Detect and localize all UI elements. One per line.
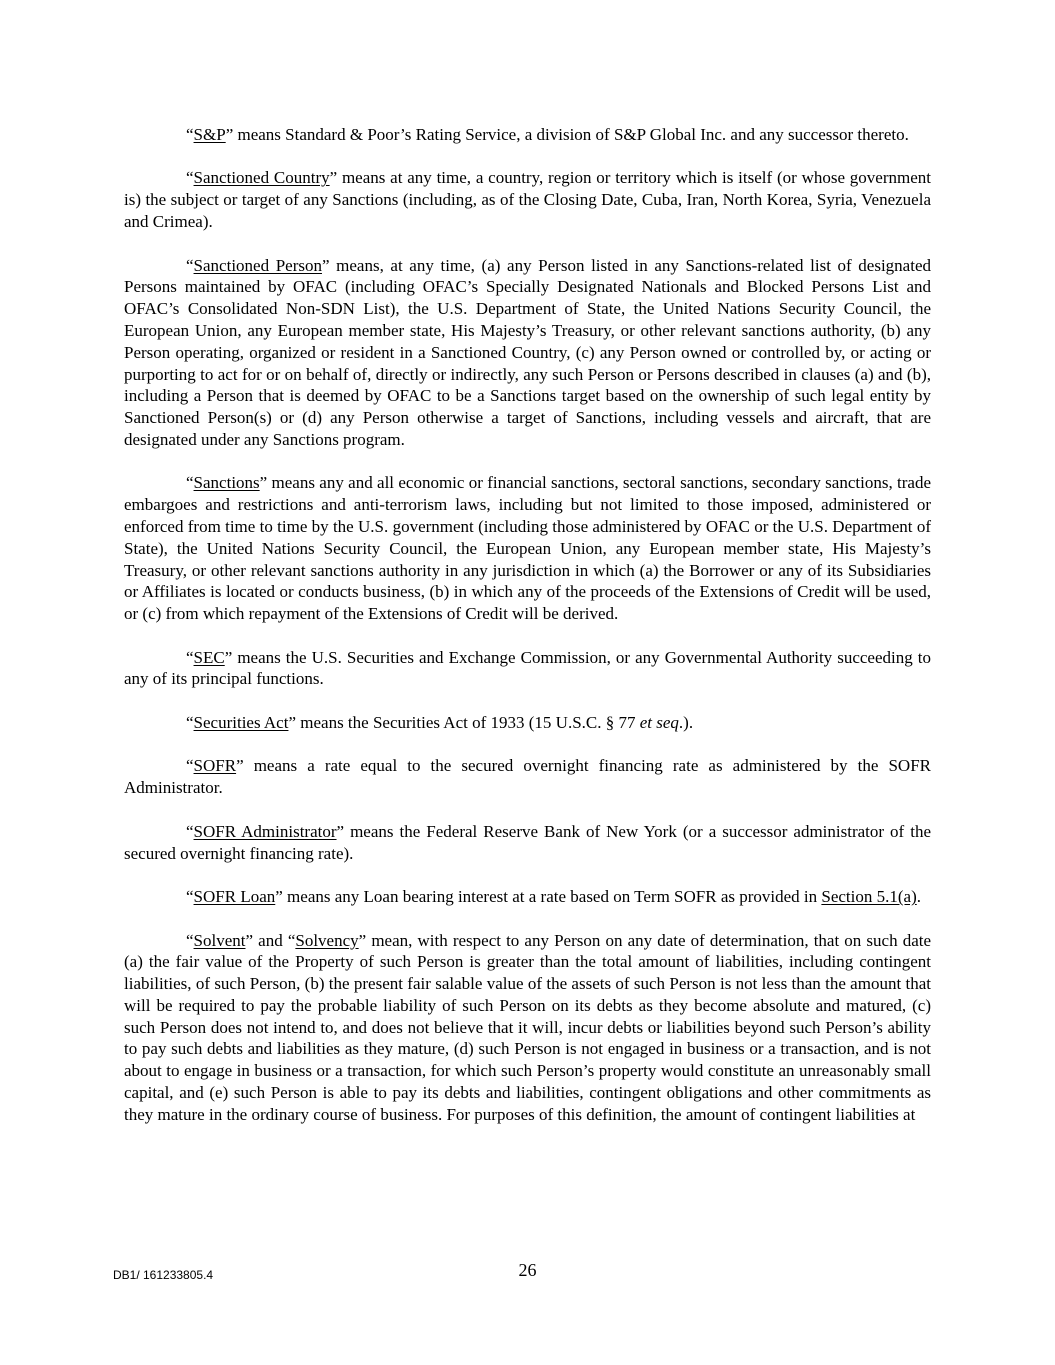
quote-open: “ <box>186 125 194 144</box>
definition-text: ” means at any time, a country, region or territory which is itself (or whose government is) the subject or target of any Sanctions (including, as of the Closing Date, Cuba, Iran, North Korea, Syria, Venezuela and Crimea). <box>124 168 932 232</box>
definition-text: ” means the Federal Reserve Bank of New York (or a successor administrator of the secured overnight financing rate). <box>124 821 931 863</box>
definition-tail: .). <box>678 712 694 732</box>
defined-term: Sanctioned Person <box>193 255 322 275</box>
quote-open: “ <box>186 473 194 493</box>
definition-sofr <box>124 755 931 799</box>
definition-sanctions <box>124 472 931 625</box>
definition-text: ” means any and all economic or financial sanctions, sectoral sanctions, secondary sanctions, trade embargoes and restrictions and anti-terrorism laws, including but not limited to those imposed, administered or enforced from time to time by the U.S. government (including those administered by OFAC or the U.S. Department of State), the United Nations Security Council, the European Union, any European member state, His Majesty’s Treasury, or other relevant sanctions authority in any jurisdiction in which (a) the Borrower or any of its Subsidiaries or Affiliates is located or conducts business, (b) in which any of the proceeds of the Extensions of Credit will be used, or (c) from which repayment of the Extensions of Credit will be derived. <box>124 473 931 624</box>
definition-text: ” means Standard & Poor’s Rating Service, a division of S&P Global Inc. and any successor thereto. <box>225 125 909 144</box>
defined-term: Securities Act <box>193 712 289 732</box>
definition-text: ” means a rate equal to the secured overnight financing rate as administered by the SOFR Administrator. <box>124 756 931 798</box>
quote-open: “ <box>186 887 194 907</box>
definition-text: ” means the Securities Act of 1933 (15 U.S.C. § 77 <box>288 712 640 732</box>
defined-term: Solvent <box>193 930 246 950</box>
quote-open: “ <box>186 712 194 732</box>
definition-text: ” means the U.S. Securities and Exchange Commission, or any Governmental Authority succeeding to any of its principal functions. <box>124 647 931 689</box>
quote-open: “ <box>186 647 194 667</box>
definition-tail: . <box>916 887 921 907</box>
quote-open: “ <box>186 255 194 275</box>
defined-term: S&P <box>193 125 226 144</box>
quote-open: “ <box>186 756 194 776</box>
defined-term: Solvency <box>295 930 359 950</box>
defined-term: SOFR <box>193 756 237 776</box>
quote-open: “ <box>186 930 194 950</box>
definition-securities-act <box>124 712 931 734</box>
definition-sec <box>124 647 931 691</box>
quote-open: “ <box>186 168 194 188</box>
document-body <box>124 124 931 1147</box>
definition-text: ” means, at any time, (a) any Person listed in any Sanctions-related list of designated Persons maintained by OFAC (including OFAC’s Specially Designated Nationals and Blocked Persons List and OFAC’s Consolidated Non-SDN List), the U.S. Department of State, the United Nations Security Council, the European Union, any European member state, His Majesty’s Treasury, or other relevant sanctions authority, (b) any Person operating, organized or resident in a Sanctioned Country, (c) any Person owned or controlled by, or acting or purporting to act for or on behalf of, directly or indirectly, any such Person or Persons described in clauses (a) and (b), including a Person that is deemed by OFAC to be a Sanctions target based on the ownership of such legal entity by Sanctioned Person(s) or (d) any Person otherwise a target of Sanctions, including vessels and aircraft, that are designated under any Sanctions program. <box>124 255 931 449</box>
defined-term: SOFR Loan <box>193 887 276 907</box>
definition-sanctioned-country <box>124 167 931 232</box>
definition-text: ” mean, with respect to any Person on any date of determination, that on such date (a) the fair value of the Property of such Person is greater than the total amount of liabilities, including contingent liabilities, of such Person, (b) the present fair salable value of the assets of such Person is not less than the amount that will be required to pay the probable liability of such Person on its debts as they become absolute and matured, (c) such Person does not intend to, and does not believe that it will, incur debts or liabilities beyond such Person’s ability to pay such debts and liabilities as they mature, (d) such Person is not engaged in business or a transaction, and is not about to engage in business or a transaction, for which such Person’s property would constitute an unreasonably small capital, and (e) such Person is able to pay its debts and liabilities, contingent obligations and other commitments as they mature in the ordinary course of business. For purposes of this definition, the amount of contingent liabilities at <box>124 930 932 1124</box>
term-connector: ” and “ <box>245 930 296 950</box>
definition-text: ” means any Loan bearing interest at a rate based on Term SOFR as provided in <box>275 887 822 907</box>
quote-open: “ <box>186 821 194 841</box>
definition-sofr-loan <box>124 886 931 908</box>
definition-sanctioned-person <box>124 255 931 451</box>
definition-sofr-administrator <box>124 821 931 865</box>
latin-phrase: et seq <box>639 712 679 732</box>
definition-s-and-p <box>124 124 931 146</box>
section-reference: Section 5.1(a) <box>821 887 917 907</box>
page-number: 26 <box>518 1260 537 1280</box>
defined-term: SOFR Administrator <box>193 821 337 841</box>
defined-term: SEC <box>193 647 225 667</box>
document-id: DB1/ 161233805.4 <box>113 1268 214 1282</box>
definition-solvent <box>124 930 931 1126</box>
defined-term: Sanctions <box>193 473 260 493</box>
defined-term: Sanctioned Country <box>193 168 330 188</box>
